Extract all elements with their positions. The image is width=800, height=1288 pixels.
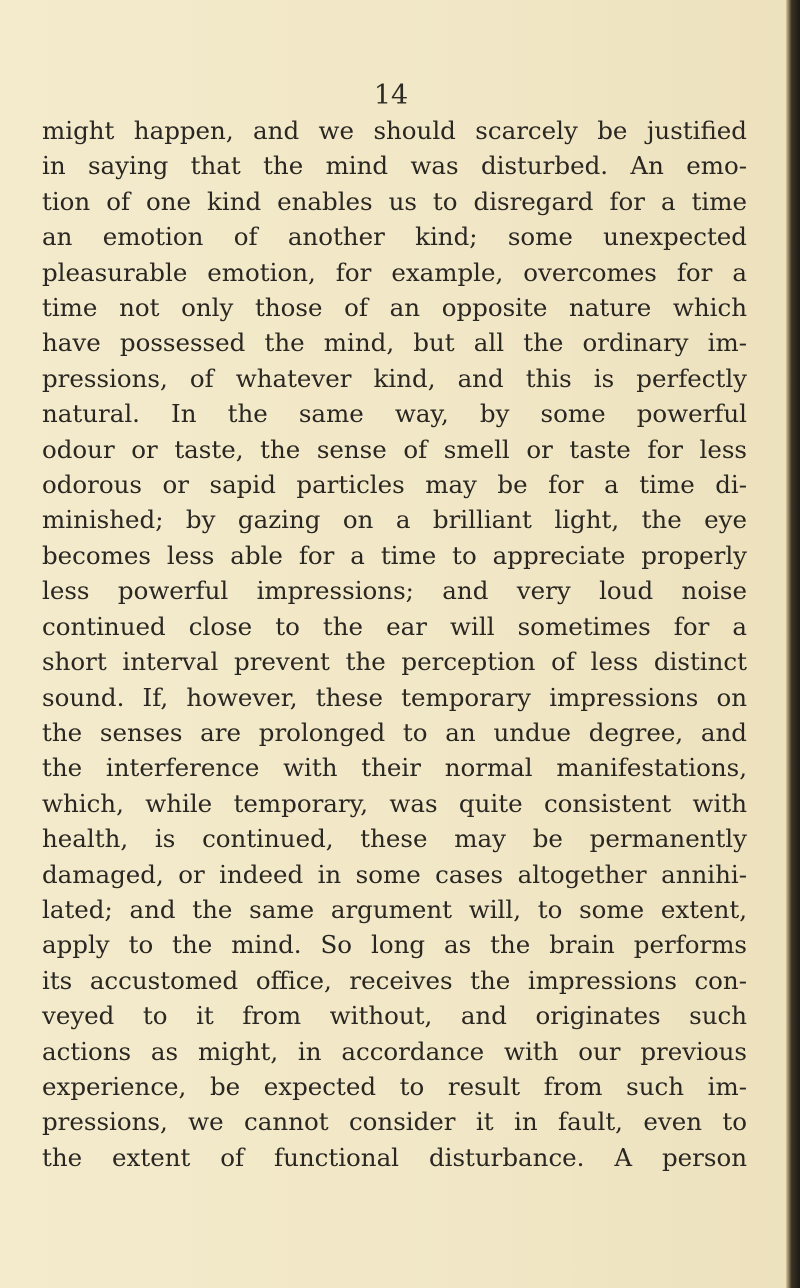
text-line: veyed to it from without, and originates such xyxy=(42,1001,747,1031)
text-line: time not only those of an opposite nature which xyxy=(42,293,747,323)
text-line: pressions, of whatever kind, and this is perfectly xyxy=(42,363,747,393)
text-line: apply to the mind. So long as the brain performs xyxy=(42,930,747,960)
text-line: minished; by gazing on a brilliant light, the eye xyxy=(42,505,747,535)
text-line: have possessed the mind, but all the ordinary im- xyxy=(42,328,747,358)
text-line: an emotion of another kind; some unexpected xyxy=(42,222,747,252)
text-line: pleasurable emotion, for example, overcomes for a xyxy=(42,257,747,287)
text-line: sound. If, however, these temporary impressions on xyxy=(42,682,747,712)
text-line: short interval prevent the perception of less distinct xyxy=(42,647,747,677)
page-edge-shadow xyxy=(786,0,800,1288)
text-line: natural. In the same way, by some powerful xyxy=(42,399,747,429)
text-line: experience, be expected to result from such im- xyxy=(42,1071,747,1101)
text-line: odorous or sapid particles may be for a time di- xyxy=(42,470,747,500)
text-line: the senses are prolonged to an undue degree, and xyxy=(42,717,747,747)
page-number: 14 xyxy=(373,80,409,111)
text-line: health, is continued, these may be permanently xyxy=(42,824,747,854)
text-line: odour or taste, the sense of smell or taste for less xyxy=(42,434,747,464)
text-line: actions as might, in accordance with our previous xyxy=(42,1036,747,1066)
text-line: in saying that the mind was disturbed. An emo- xyxy=(42,151,747,181)
text-line: pressions, we cannot consider it in fault, even to xyxy=(42,1107,747,1137)
text-line: continued close to the ear will sometimes for a xyxy=(42,611,747,641)
text-line: becomes less able for a time to appreciate properly xyxy=(42,540,747,570)
text-line: damaged, or indeed in some cases altogether annihi- xyxy=(42,859,747,889)
text-line: less powerful impressions; and very loud noise xyxy=(42,576,747,606)
text-line: tion of one kind enables us to disregard for a time xyxy=(42,186,747,216)
text-line: which, while temporary, was quite consistent with xyxy=(42,788,747,818)
text-line: lated; and the same argument will, to some extent, xyxy=(42,894,747,924)
text-line: might happen, and we should scarcely be justified xyxy=(42,116,747,145)
body-text xyxy=(42,113,747,1175)
text-line: its accustomed office, receives the impressions con- xyxy=(42,965,747,995)
text-line: the extent of functional disturbance. A person xyxy=(42,1142,747,1172)
text-line: the interference with their normal manifestations, xyxy=(42,753,747,783)
